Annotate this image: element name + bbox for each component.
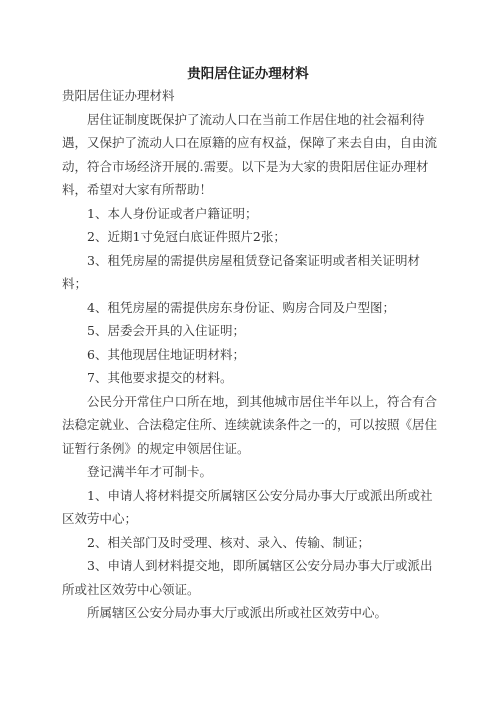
procedure-step-2: 2、相关部门及时受理、核对、录入、传输、制证； [87,534,370,550]
requirement-item-2: 2、近期1寸免冠白底证件照片2张； [87,229,286,244]
requirement-item-5: 5、居委会开具的入住证明； [87,323,245,338]
procedure-step-1: 1、申请人将材料提交所属辖区公安分局办事大厅或派出所或社区效劳中心； [62,487,433,526]
requirement-item-7: 7、其他要求提交的材料。 [87,370,233,385]
intro-paragraph: 居住证制度既保护了流动人口在当前工作居住地的社会福利待遇，又保护了流动人口在原籍的应有权益，保障了来去自由，自由流动，符合市场经济开展的.需要。以下是为大家的贵阳居住证办理材料，希望对大家有所帮助！ [62,111,438,197]
requirement-item-4: 4、租凭房屋的需提供房东身份证、购房合同及户型图； [87,299,395,315]
document-title: 贵阳居住证办理材料 [187,66,309,82]
requirement-item-3: 3、租凭房屋的需提供房屋租赁登记备案证明或者相关证明材料； [62,252,420,291]
card-issuance-note: 登记满半年才可制卡。 [87,464,213,479]
procedure-step-3: 3、申请人到材料提交地，即所属辖区公安分局办事大厅或派出所或社区效劳中心领证。 [62,558,433,597]
eligibility-paragraph: 公民分开常住户口所在地，到其他城市居住半年以上，符合有合法稳定就业、合法稳定住所、连续就读条件之一的，可以按照《居住证暂行条例》的规定申领居住证。 [62,393,438,456]
subtitle-paragraph: 贵阳居住证办理材料 [62,88,175,103]
requirement-item-1: 1、本人身份证或者户籍证明； [87,205,258,221]
document-body [62,84,437,625]
office-location-paragraph: 所属辖区公安分局办事大厅或派出所或社区效劳中心。 [87,605,388,620]
requirement-item-6: 6、其他现居住地证明材料； [87,346,245,362]
